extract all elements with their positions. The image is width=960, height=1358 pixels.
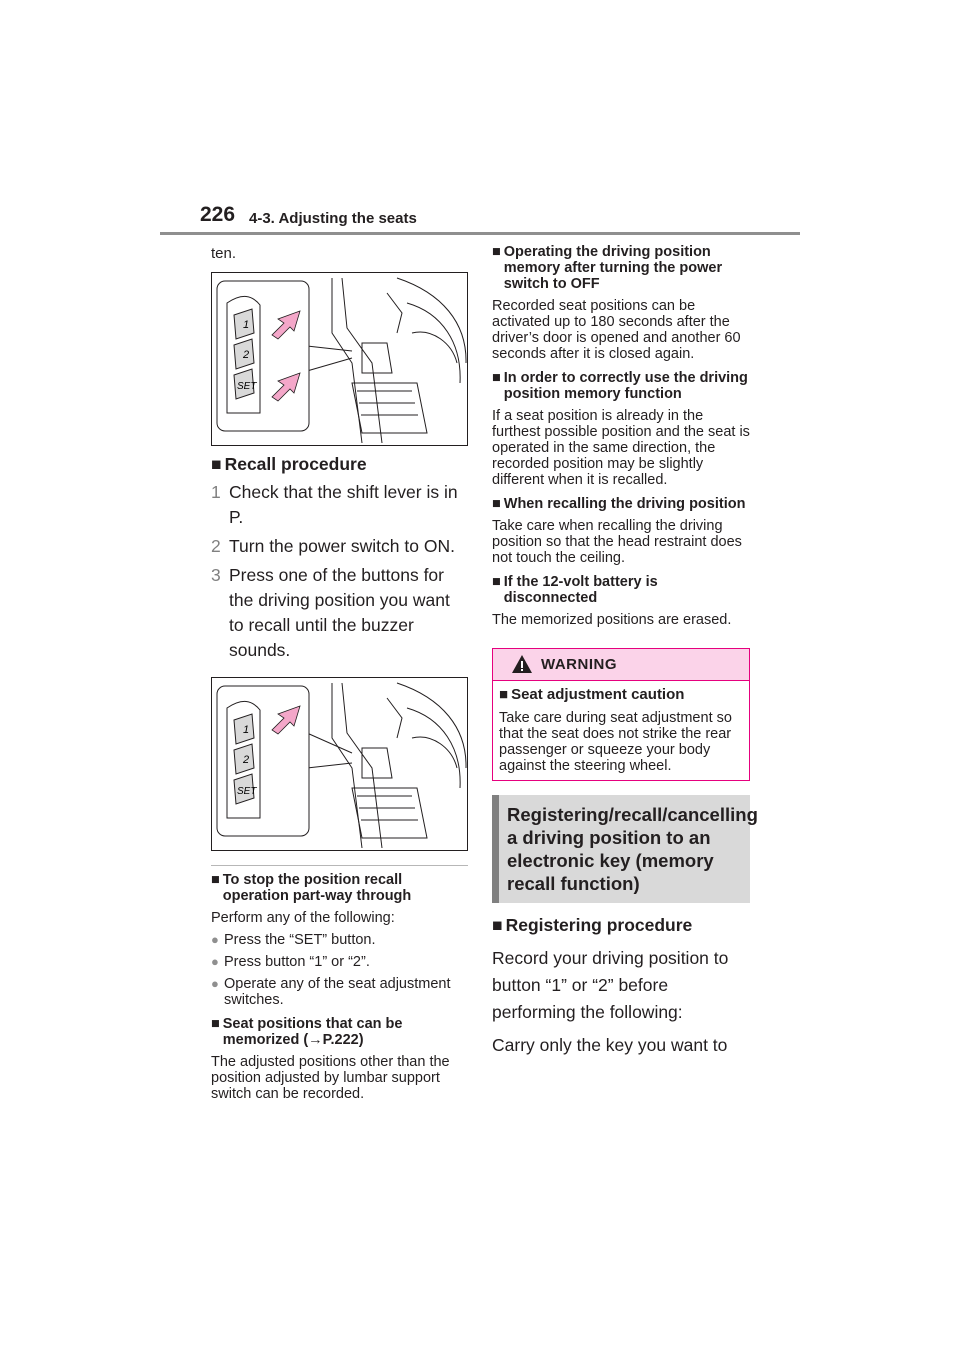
- square-bullet-icon: ■: [211, 872, 220, 888]
- button-label-1: 1: [243, 724, 250, 736]
- registering-text: Record your driving position to button “1” or “2” before performing the following:: [492, 948, 729, 1022]
- square-bullet-icon: ■: [492, 244, 501, 260]
- warning-title-bar: [493, 649, 749, 681]
- warning-body: [493, 681, 749, 780]
- bullet-dot-icon: ●: [211, 954, 219, 969]
- memory-switch-illustration-2: [212, 678, 467, 850]
- right-column: [492, 244, 758, 1059]
- list-item: ● Operate any of the seat adjustment switches.: [211, 976, 451, 1008]
- button-label-set: SET: [237, 786, 257, 797]
- registering-heading: ■ Registering procedure: [492, 915, 693, 935]
- warning-box: [492, 648, 750, 781]
- square-bullet-icon: ■: [211, 454, 222, 474]
- section-title-box: [492, 795, 758, 903]
- button-label-2: 2: [243, 754, 250, 766]
- left-column: [211, 244, 468, 1102]
- section-title: Registering/recall/cancelling a driving position to an electronic key (memory recall function): [507, 804, 758, 894]
- carry-text: Carry only the key you want to: [492, 1035, 728, 1055]
- button-label-2: 2: [243, 349, 250, 361]
- recall-procedure-heading: ■ Recall procedure: [211, 454, 367, 474]
- continuation-text: ten.: [211, 245, 237, 262]
- list-item: ● Press the “SET” button.: [211, 932, 376, 948]
- button-label-1: 1: [243, 319, 250, 331]
- warning-title: WARNING: [541, 656, 617, 673]
- memorize-heading: ■ Seat positions that can be memorized (→P.222): [211, 1016, 403, 1048]
- warning-text: Take care during seat adjustment so that the seat does not strike the rear passenger or squeeze your body against the steering wheel.: [499, 710, 732, 774]
- square-bullet-icon: ■: [492, 370, 501, 386]
- section-divider: [211, 865, 468, 866]
- square-bullet-icon: ■: [492, 915, 503, 935]
- page-number: 226: [200, 203, 236, 226]
- memory-switch-figure-2: [211, 677, 468, 851]
- square-bullet-icon: ■: [492, 496, 501, 512]
- battery-text: The memorized positions are erased.: [492, 612, 732, 628]
- recalling-text: Take care when recalling the driving position so that the head restraint does not touch the ceiling.: [492, 518, 742, 566]
- button-label-set: SET: [237, 381, 257, 392]
- step-2: 2 Turn the power switch to ON.: [211, 536, 455, 556]
- bullet-dot-icon: ●: [211, 976, 219, 991]
- memory-switch-figure-1: [211, 272, 468, 446]
- square-bullet-icon: ■: [499, 686, 509, 703]
- stop-intro-text: Perform any of the following:: [211, 910, 395, 926]
- header-rule: [160, 232, 800, 235]
- square-bullet-icon: ■: [492, 574, 501, 590]
- memorize-text: The adjusted positions other than the position adjusted by lumbar support switch can be recorded.: [211, 1054, 450, 1102]
- bullet-dot-icon: ●: [211, 932, 219, 947]
- off-memory-heading: ■ Operating the driving position memory after turning the power switch to OFF: [492, 244, 723, 292]
- warning-heading: ■ Seat adjustment caution: [499, 686, 685, 703]
- step-1: 1 Check that the shift lever is in P.: [211, 482, 458, 527]
- warning-triangle-icon: [511, 654, 533, 674]
- square-bullet-icon: ■: [211, 1016, 220, 1032]
- chapter-title: 4-3. Adjusting the seats: [249, 210, 417, 227]
- stop-recall-heading: ■ To stop the position recall operation part-way through: [211, 872, 412, 904]
- recalling-heading: ■ When recalling the driving position: [492, 496, 746, 512]
- off-memory-text: Recorded seat positions can be activated up to 180 seconds after the driver’s door is opened and another 60 seconds after it is closed again.: [492, 298, 741, 362]
- step-3: 3 Press one of the buttons for the driving position you want to recall until the buzzer sounds.: [211, 565, 450, 660]
- battery-heading: ■ If the 12-volt battery is disconnected: [492, 574, 658, 606]
- correct-use-heading: ■ In order to correctly use the driving position memory function: [492, 370, 748, 402]
- correct-use-text: If a seat position is already in the furthest possible position and the seat is operated in the same direction, the recorded position may be slightly different when it is recalled.: [492, 408, 750, 488]
- list-item: ● Press button “1” or “2”.: [211, 954, 370, 970]
- memory-switch-illustration-1: [212, 273, 467, 445]
